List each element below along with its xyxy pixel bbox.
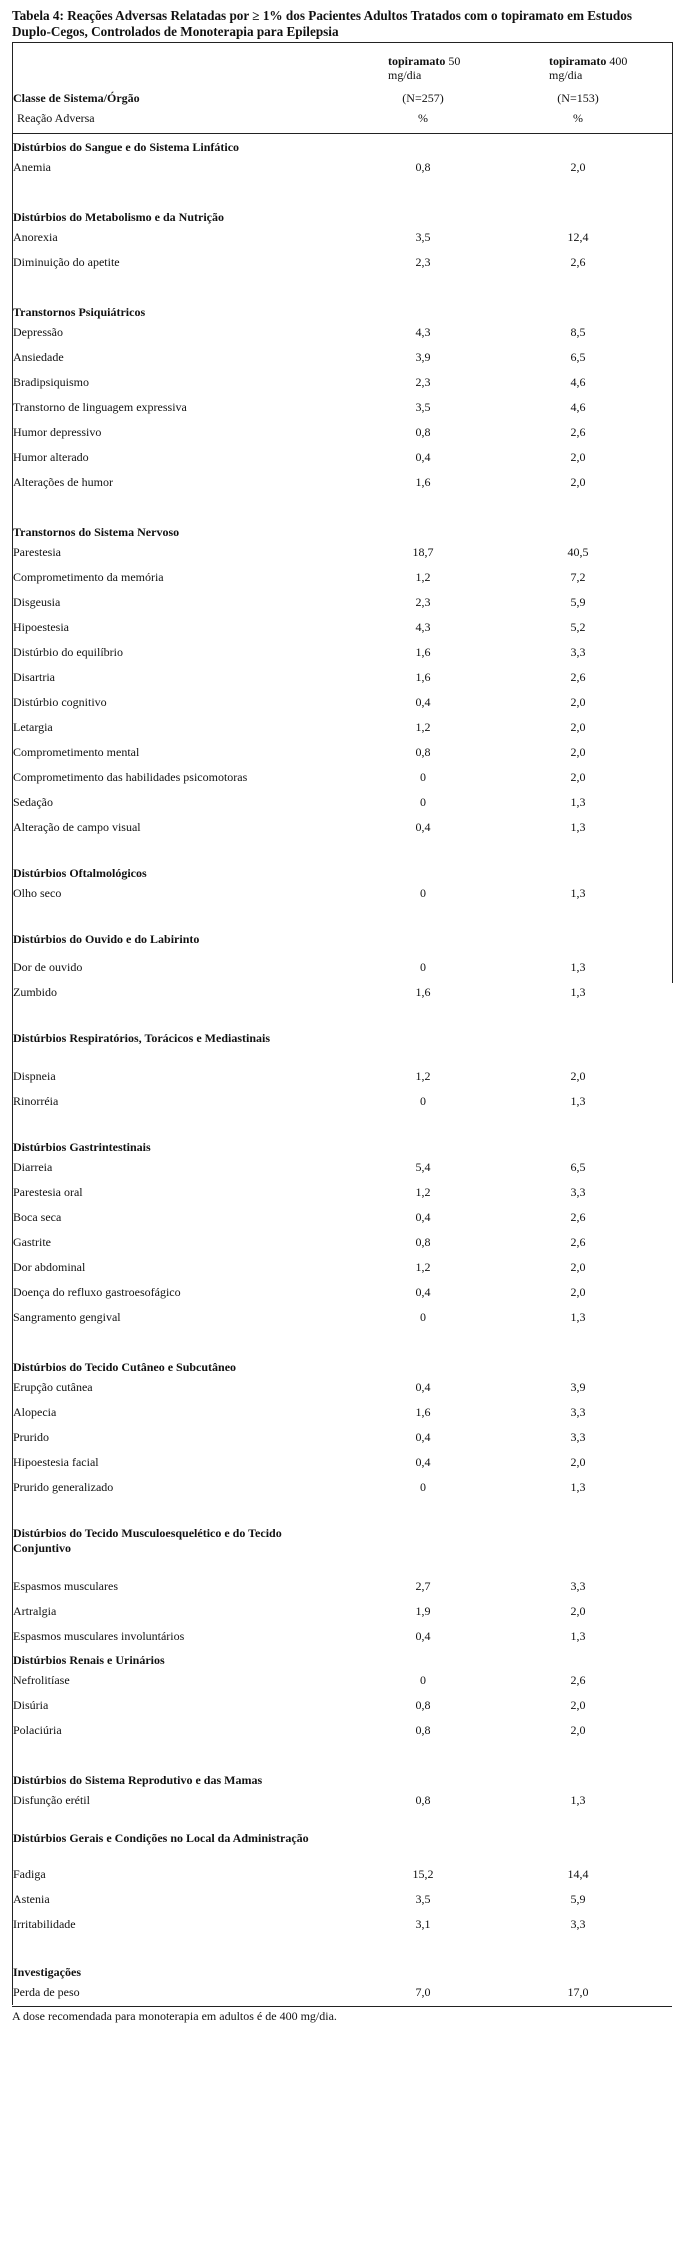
value-50mg: 0 xyxy=(420,1480,426,1494)
table-row xyxy=(13,1064,673,1089)
dose-unit: mg/dia xyxy=(388,68,422,82)
reaction-name: Comprometimento das habilidades psicomotoras xyxy=(13,770,248,784)
group-title: Distúrbios Gerais e Condições no Local da Administração xyxy=(13,1831,309,1845)
value-50mg: 2,3 xyxy=(415,375,431,389)
value-50mg: 7,0 xyxy=(415,1985,431,1999)
table-row xyxy=(13,955,673,980)
table-row xyxy=(13,715,673,740)
group-title: Distúrbios do Metabolismo e da Nutrição xyxy=(13,210,224,224)
value-400mg: 5,9 xyxy=(570,595,586,609)
table-row xyxy=(13,1693,673,1718)
reaction-name: Distúrbio cognitivo xyxy=(13,695,107,709)
table-row xyxy=(13,1305,673,1330)
reaction-name: Humor alterado xyxy=(13,450,89,464)
footnote: A dose recomendada para monoterapia em adultos é de 400 mg/dia. xyxy=(12,2006,672,2024)
value-50mg: 3,1 xyxy=(415,1917,431,1931)
table-row xyxy=(13,155,673,180)
reaction-name: Dor abdominal xyxy=(13,1260,86,1274)
value-50mg: 0 xyxy=(420,960,426,974)
n-count-400: (N=153) xyxy=(557,91,599,105)
reaction-name: Sangramento gengival xyxy=(13,1310,121,1324)
dose-value: 400 xyxy=(609,54,628,68)
reaction-name: Hipoestesia xyxy=(13,620,69,634)
reaction-name: Prurido xyxy=(13,1430,49,1444)
value-50mg: 0,4 xyxy=(415,820,431,834)
value-400mg: 1,3 xyxy=(570,1793,586,1807)
value-50mg: 3,9 xyxy=(415,350,431,364)
value-400mg: 14,4 xyxy=(567,1867,589,1881)
table-row xyxy=(13,320,673,345)
column-header-dose-400 xyxy=(549,54,627,82)
value-400mg: 1,3 xyxy=(570,985,586,999)
value-50mg: 0 xyxy=(420,1310,426,1324)
value-400mg: 2,0 xyxy=(570,1260,586,1274)
table-row xyxy=(13,1788,673,1813)
table-row xyxy=(13,1230,673,1255)
reaction-name: Rinorréia xyxy=(13,1094,59,1108)
value-50mg: 1,6 xyxy=(415,475,431,489)
value-50mg: 1,2 xyxy=(415,570,431,584)
value-400mg: 8,5 xyxy=(570,325,586,339)
reaction-name: Fadiga xyxy=(13,1867,46,1881)
value-400mg: 5,2 xyxy=(570,620,586,634)
reaction-name: Olho seco xyxy=(13,886,62,900)
value-400mg: 3,3 xyxy=(570,1917,586,1931)
table-row xyxy=(13,1574,673,1599)
reaction-name: Comprometimento mental xyxy=(13,745,140,759)
table-row xyxy=(13,665,673,690)
value-400mg: 1,3 xyxy=(570,886,586,900)
value-50mg: 4,3 xyxy=(415,325,431,339)
reaction-name: Espasmos musculares xyxy=(13,1579,118,1593)
value-50mg: 18,7 xyxy=(412,545,434,559)
value-400mg: 2,6 xyxy=(570,1673,586,1687)
table-row xyxy=(13,1718,673,1743)
value-50mg: 0 xyxy=(420,886,426,900)
value-400mg: 6,5 xyxy=(570,1160,586,1174)
group-title: Distúrbios Oftalmológicos xyxy=(13,866,147,880)
table-row xyxy=(13,1425,673,1450)
value-400mg: 2,0 xyxy=(570,1455,586,1469)
value-400mg: 40,5 xyxy=(567,545,589,559)
value-50mg: 0 xyxy=(420,1673,426,1687)
table-row xyxy=(13,250,673,275)
value-50mg: 0,8 xyxy=(415,425,431,439)
reaction-name: Artralgia xyxy=(13,1604,57,1618)
drug-name: topiramato xyxy=(549,54,607,68)
reaction-name: Zumbido xyxy=(13,985,57,999)
reaction-name: Diarreia xyxy=(13,1160,53,1174)
table-row xyxy=(13,1400,673,1425)
reaction-name: Boca seca xyxy=(13,1210,62,1224)
table-row xyxy=(13,590,673,615)
table-row xyxy=(13,1450,673,1475)
table-row xyxy=(13,370,673,395)
value-50mg: 0,4 xyxy=(415,695,431,709)
value-400mg: 2,6 xyxy=(570,1210,586,1224)
reaction-name: Alterações de humor xyxy=(13,475,113,489)
reaction-name: Gastrite xyxy=(13,1235,51,1249)
group-title: Distúrbios do Tecido Musculoesquelético e do Tecido Conjuntivo xyxy=(13,1526,282,1555)
value-400mg: 3,9 xyxy=(570,1380,586,1394)
table-row xyxy=(13,1668,673,1693)
value-50mg: 2,7 xyxy=(415,1579,431,1593)
table-row xyxy=(13,740,673,765)
value-50mg: 0 xyxy=(420,1094,426,1108)
table-row xyxy=(13,881,673,906)
table-row xyxy=(13,1280,673,1305)
value-50mg: 0 xyxy=(420,770,426,784)
reaction-name: Bradipsiquismo xyxy=(13,375,90,389)
value-400mg: 2,0 xyxy=(570,1698,586,1712)
value-50mg: 1,6 xyxy=(415,670,431,684)
table-row xyxy=(13,765,673,790)
table-row xyxy=(13,1255,673,1280)
value-50mg: 0,4 xyxy=(415,1430,431,1444)
value-400mg: 6,5 xyxy=(570,350,586,364)
table-row xyxy=(13,540,673,565)
value-400mg: 2,0 xyxy=(570,1604,586,1618)
value-400mg: 1,3 xyxy=(570,1310,586,1324)
table-row xyxy=(13,470,673,495)
table-row xyxy=(13,1089,673,1114)
value-400mg: 1,3 xyxy=(570,1480,586,1494)
percent-label-50: % xyxy=(418,111,428,125)
group-title: Distúrbios do Ouvido e do Labirinto xyxy=(13,932,200,946)
reaction-name: Alteração de campo visual xyxy=(13,820,141,834)
column-header-dose-50 xyxy=(388,54,460,82)
percent-label-400: % xyxy=(573,111,583,125)
table-title: Tabela 4: Reações Adversas Relatadas por ≥ 1% dos Pacientes Adultos Tratados com o topiramato em Estudos Duplo-Cegos, Controlados de Monoterapia para Epilepsia xyxy=(12,8,632,39)
value-50mg: 0,8 xyxy=(415,1698,431,1712)
reaction-name: Transtorno de linguagem expressiva xyxy=(13,400,187,414)
value-400mg: 1,3 xyxy=(570,820,586,834)
table-row xyxy=(13,1980,673,2005)
reaction-name: Letargia xyxy=(13,720,53,734)
value-400mg: 2,0 xyxy=(570,745,586,759)
value-50mg: 0,8 xyxy=(415,1235,431,1249)
group-title: Distúrbios do Sistema Reprodutivo e das Mamas xyxy=(13,1773,263,1787)
reaction-name: Perda de peso xyxy=(13,1985,80,1999)
reaction-name: Anorexia xyxy=(13,230,58,244)
value-50mg: 0,4 xyxy=(415,1380,431,1394)
table-row xyxy=(13,1180,673,1205)
reaction-name: Disúria xyxy=(13,1698,49,1712)
reaction-name: Ansiedade xyxy=(13,350,64,364)
value-400mg: 4,6 xyxy=(570,375,586,389)
value-50mg: 15,2 xyxy=(412,1867,434,1881)
table-row xyxy=(13,615,673,640)
group-title: Distúrbios Gastrintestinais xyxy=(13,1140,151,1154)
reaction-name: Nefrolitíase xyxy=(13,1673,70,1687)
reaction-name: Polaciúria xyxy=(13,1723,62,1737)
value-50mg: 5,4 xyxy=(415,1160,431,1174)
value-50mg: 0,4 xyxy=(415,450,431,464)
value-400mg: 1,3 xyxy=(570,960,586,974)
value-50mg: 0,8 xyxy=(415,1793,431,1807)
value-50mg: 3,5 xyxy=(415,230,431,244)
table-row xyxy=(13,420,673,445)
table-row xyxy=(13,1862,673,1887)
table-body xyxy=(13,140,673,2005)
reaction-name: Hipoestesia facial xyxy=(13,1455,99,1469)
reaction-name: Comprometimento da memória xyxy=(13,570,164,584)
value-400mg: 2,0 xyxy=(570,450,586,464)
value-50mg: 0,8 xyxy=(415,745,431,759)
value-50mg: 0,4 xyxy=(415,1455,431,1469)
value-400mg: 1,3 xyxy=(570,795,586,809)
value-400mg: 3,3 xyxy=(570,1579,586,1593)
group-title: Transtornos do Sistema Nervoso xyxy=(13,525,180,539)
table-row xyxy=(13,345,673,370)
value-50mg: 1,6 xyxy=(415,645,431,659)
value-400mg: 7,2 xyxy=(570,570,586,584)
value-400mg: 3,3 xyxy=(570,645,586,659)
reaction-name: Disgeusia xyxy=(13,595,61,609)
value-400mg: 2,0 xyxy=(570,1069,586,1083)
group-title: Investigações xyxy=(13,1965,81,1979)
value-50mg: 1,9 xyxy=(415,1604,431,1618)
adverse-reactions-table xyxy=(12,42,673,2005)
table-row xyxy=(13,1912,673,1937)
value-400mg: 1,3 xyxy=(570,1629,586,1643)
table-row xyxy=(13,445,673,470)
table-row xyxy=(13,395,673,420)
reaction-name: Alopecia xyxy=(13,1405,57,1419)
value-50mg: 1,6 xyxy=(415,1405,431,1419)
table-row xyxy=(13,1205,673,1230)
table-row xyxy=(13,1599,673,1624)
table-row xyxy=(13,1475,673,1500)
value-50mg: 0,4 xyxy=(415,1629,431,1643)
table-row xyxy=(13,225,673,250)
value-400mg: 2,0 xyxy=(570,160,586,174)
document xyxy=(12,8,672,2024)
value-400mg: 17,0 xyxy=(567,1985,589,1999)
table-header xyxy=(13,43,673,134)
reaction-name: Disfunção erétil xyxy=(13,1793,90,1807)
reaction-name: Humor depressivo xyxy=(13,425,102,439)
reaction-name: Depressão xyxy=(13,325,63,339)
reaction-name: Sedação xyxy=(13,795,53,809)
reaction-name: Astenia xyxy=(13,1892,50,1906)
reacao-label: Reação Adversa xyxy=(17,111,95,125)
group-title: Distúrbios do Tecido Cutâneo e Subcutâneo xyxy=(13,1360,237,1374)
reaction-name: Dor de ouvido xyxy=(13,960,83,974)
value-50mg: 1,2 xyxy=(415,1260,431,1274)
drug-name: topiramato xyxy=(388,54,446,68)
n-count-50: (N=257) xyxy=(402,91,444,105)
table-row xyxy=(13,565,673,590)
table-row xyxy=(13,1375,673,1400)
reaction-name: Espasmos musculares involuntários xyxy=(13,1629,185,1643)
value-400mg: 2,6 xyxy=(570,255,586,269)
reaction-name: Diminuição do apetite xyxy=(13,255,120,269)
reaction-name: Irritabilidade xyxy=(13,1917,76,1931)
value-50mg: 0,4 xyxy=(415,1285,431,1299)
value-50mg: 1,2 xyxy=(415,1185,431,1199)
value-400mg: 5,9 xyxy=(570,1892,586,1906)
value-400mg: 2,0 xyxy=(570,475,586,489)
value-50mg: 1,2 xyxy=(415,720,431,734)
reaction-name: Distúrbio do equilíbrio xyxy=(13,645,123,659)
value-400mg: 2,6 xyxy=(570,1235,586,1249)
dose-value: 50 xyxy=(448,54,461,68)
value-400mg: 1,3 xyxy=(570,1094,586,1108)
value-400mg: 2,0 xyxy=(570,1723,586,1737)
value-50mg: 3,5 xyxy=(415,1892,431,1906)
value-50mg: 0,8 xyxy=(415,160,431,174)
value-50mg: 0,8 xyxy=(415,1723,431,1737)
table-row xyxy=(13,980,673,1005)
table-row xyxy=(13,640,673,665)
value-50mg: 1,6 xyxy=(415,985,431,999)
value-50mg: 2,3 xyxy=(415,595,431,609)
reaction-name: Parestesia xyxy=(13,545,61,559)
dose-unit: mg/dia xyxy=(549,68,583,82)
value-400mg: 2,6 xyxy=(570,425,586,439)
table-row xyxy=(13,790,673,815)
classe-label: Classe de Sistema/Órgão xyxy=(13,91,140,105)
group-title: Distúrbios do Sangue e do Sistema Linfático xyxy=(13,140,240,154)
value-400mg: 2,0 xyxy=(570,695,586,709)
value-400mg: 12,4 xyxy=(567,230,589,244)
value-400mg: 2,0 xyxy=(570,720,586,734)
table-row xyxy=(13,1624,673,1649)
header-divider xyxy=(13,133,673,134)
value-400mg: 3,3 xyxy=(570,1430,586,1444)
value-400mg: 3,3 xyxy=(570,1405,586,1419)
reaction-name: Anemia xyxy=(13,160,51,174)
value-50mg: 0 xyxy=(420,795,426,809)
reaction-name: Dispneia xyxy=(13,1069,56,1083)
value-50mg: 3,5 xyxy=(415,400,431,414)
reaction-name: Prurido generalizado xyxy=(13,1480,114,1494)
table-row xyxy=(13,690,673,715)
value-50mg: 4,3 xyxy=(415,620,431,634)
value-400mg: 4,6 xyxy=(570,400,586,414)
value-50mg: 2,3 xyxy=(415,255,431,269)
reaction-name: Erupção cutânea xyxy=(13,1380,93,1394)
group-title: Distúrbios Renais e Urinários xyxy=(13,1653,165,1667)
reaction-name: Doença do refluxo gastroesofágico xyxy=(13,1285,181,1299)
reaction-name: Parestesia oral xyxy=(13,1185,83,1199)
value-50mg: 1,2 xyxy=(415,1069,431,1083)
value-400mg: 2,0 xyxy=(570,770,586,784)
table-row xyxy=(13,1155,673,1180)
value-400mg: 2,0 xyxy=(570,1285,586,1299)
value-400mg: 3,3 xyxy=(570,1185,586,1199)
value-400mg: 2,6 xyxy=(570,670,586,684)
table-row xyxy=(13,815,673,840)
reaction-name: Disartria xyxy=(13,670,55,684)
group-title: Distúrbios Respiratórios, Torácicos e Mediastinais xyxy=(13,1031,270,1045)
table-row xyxy=(13,1887,673,1912)
value-50mg: 0,4 xyxy=(415,1210,431,1224)
group-title: Transtornos Psiquiátricos xyxy=(13,305,146,319)
